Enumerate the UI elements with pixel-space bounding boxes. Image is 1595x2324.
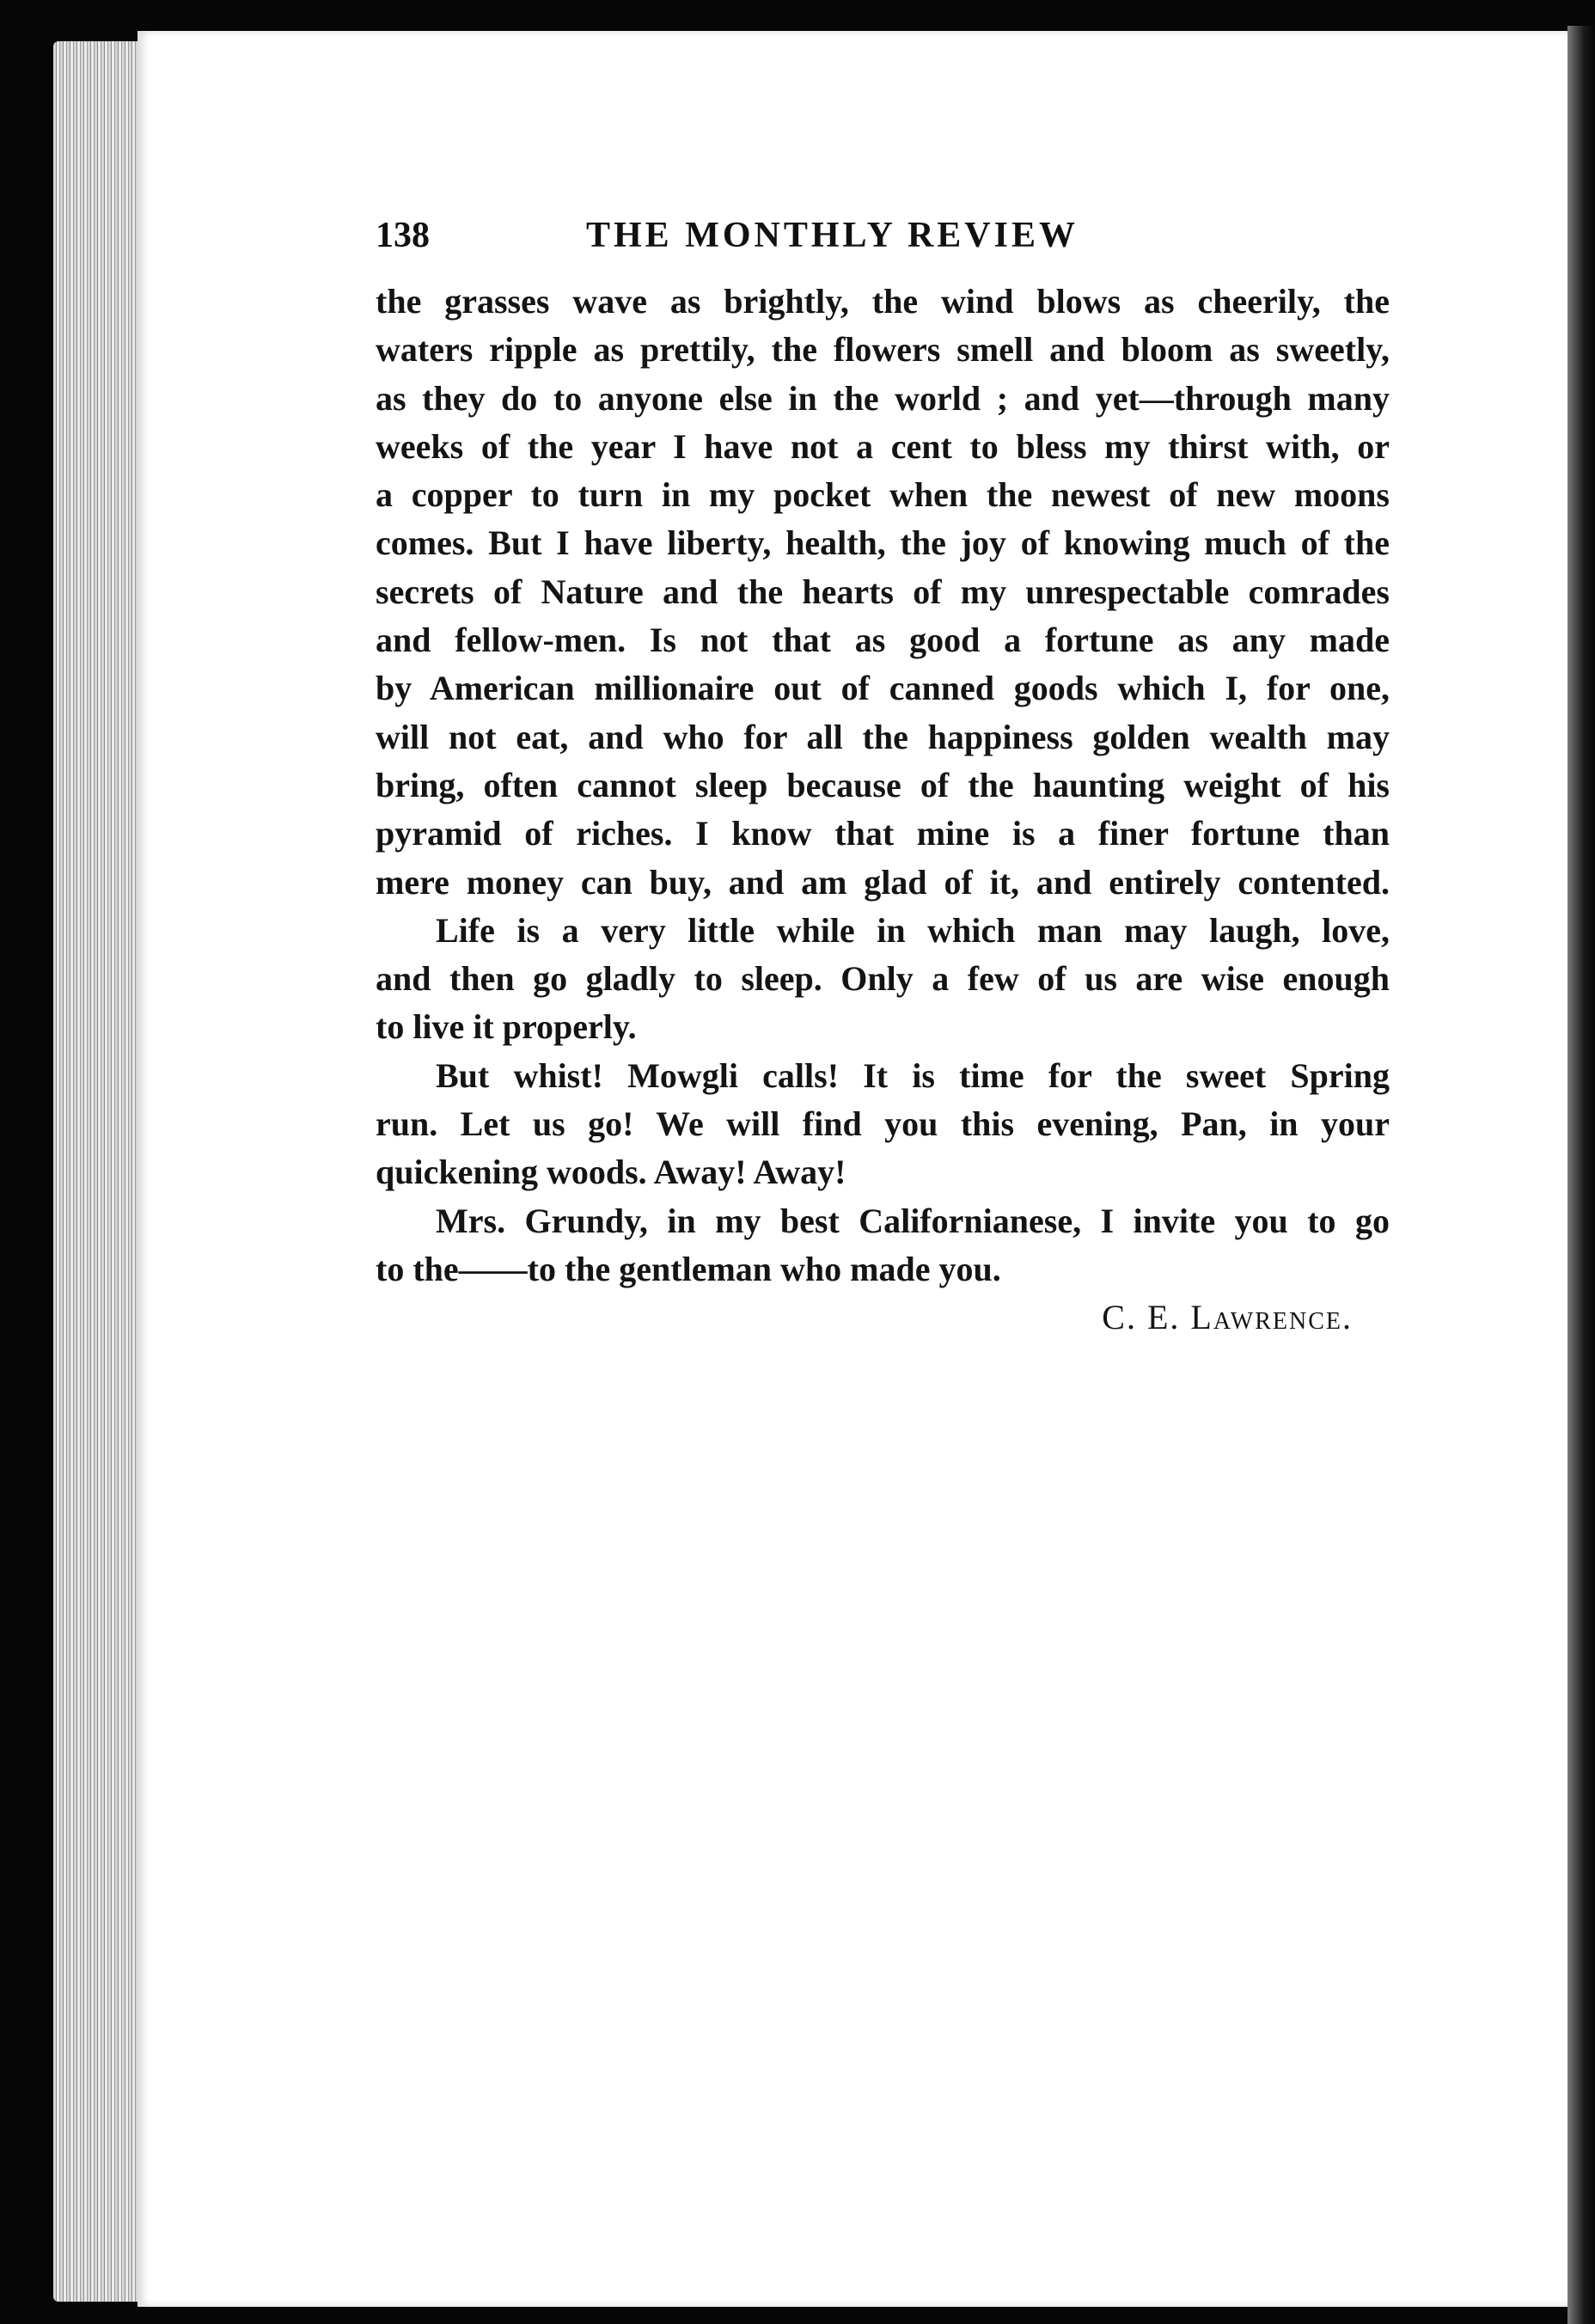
- page-number: 138: [376, 216, 430, 255]
- text-line: a copper to turn in my pocket when the newest of new moons: [376, 475, 1390, 515]
- text-line: to live it properly.: [376, 1007, 637, 1047]
- text-line: bring, often cannot sleep because of the haunting weight of his: [376, 765, 1390, 804]
- running-title: THE MONTHLY REVIEW: [586, 216, 1079, 255]
- text-line: But whist! Mowgli calls! It is time for the sweet Spring: [436, 1055, 1390, 1095]
- text-line: secrets of Nature and the hearts of my unrespectable comrades: [376, 572, 1390, 611]
- text-line: will not eat, and who for all the happiness golden wealth may: [376, 717, 1390, 756]
- text-line: pyramid of riches. I know that mine is a finer fortune than: [376, 814, 1390, 853]
- page-edges-stack: [53, 41, 150, 2302]
- text-line: and fellow-men. Is not that as good a fortune as any made: [376, 621, 1390, 660]
- text-line: Life is a very little while in which man may laugh, love,: [436, 910, 1390, 950]
- author-signature: C. E. Lawrence.: [1102, 1298, 1353, 1337]
- text-line: quickening woods. Away! Away!: [376, 1153, 846, 1192]
- page-header: [376, 210, 1166, 261]
- text-line: waters ripple as prettily, the flowers smell and bloom as sweetly,: [376, 330, 1390, 370]
- text-line: comes. But I have liberty, health, the joy of knowing much of the: [376, 523, 1390, 563]
- paragraph: [376, 1052, 1390, 1197]
- paragraph: [376, 1197, 1390, 1294]
- article-text: [376, 278, 1390, 1342]
- text-line: and then go gladly to sleep. Only a few of us are wise enough: [376, 959, 1390, 999]
- text-line: to the——to the gentleman who made you.: [376, 1249, 1001, 1288]
- text-line: weeks of the year I have not a cent to bless my thirst with, or: [376, 426, 1390, 466]
- text-line: run. Let us go! We will find you this evening, Pan, in your: [376, 1104, 1390, 1144]
- text-line: the grasses wave as brightly, the wind blows as cheerily, the: [376, 282, 1390, 321]
- text-line: as they do to anyone else in the world ; and yet—through many: [376, 378, 1390, 418]
- paragraph: [376, 278, 1390, 907]
- text-line: mere money can buy, and am glad of it, and entirely contented.: [376, 862, 1390, 902]
- text-line: Mrs. Grundy, in my best Californianese, I invite you to go: [436, 1201, 1390, 1240]
- page-gutter-shadow: [1568, 26, 1595, 2324]
- text-line: by American millionaire out of canned goods which I, for one,: [376, 669, 1390, 708]
- paragraph: [376, 907, 1390, 1052]
